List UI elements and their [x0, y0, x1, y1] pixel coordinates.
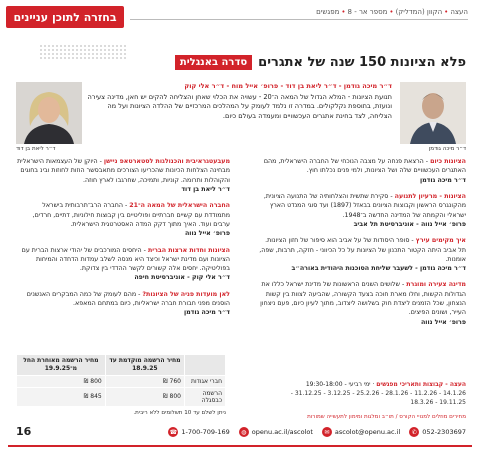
breadcrumb-item: העצה	[450, 8, 468, 16]
lecture-title: הציונות כיום	[430, 158, 466, 165]
email-address: ascolot@openu.ac.il	[334, 428, 401, 436]
dot	[88, 53, 90, 55]
lecture-text: - היחסים המורכבים של יהודי ארצות הברית עם הציונות ועם מדינת ישראל וכיצד היא מנסה לשלב עמדות הדחדה והמיחות בפוליטיקה. יחסים אלה קשורים לקשר ההדדי בין צדוקת.	[21, 246, 230, 273]
lecture-item	[16, 246, 230, 283]
dot	[84, 45, 86, 47]
phone-icon: ☎	[169, 428, 178, 436]
dot	[108, 49, 110, 51]
dot	[48, 57, 50, 59]
dot	[124, 45, 126, 47]
lecture-lecturer: ד״ר מיכה גודמן	[183, 309, 230, 317]
breadcrumb-item: הקוון (המדליק)	[395, 8, 443, 16]
dot	[104, 49, 106, 51]
whatsapp-icon: ✆	[409, 427, 419, 437]
dot	[116, 57, 118, 59]
dot	[84, 49, 86, 51]
schedule-label: העצה - קבוצות ותאריכי מפגשים	[376, 381, 466, 388]
dot	[48, 45, 50, 47]
lecture-title: מדינה צעירה ומוגרת	[406, 281, 466, 289]
dot	[96, 53, 98, 55]
title-row	[175, 55, 466, 70]
dot	[52, 49, 54, 51]
lecture-item	[256, 236, 466, 273]
dot	[52, 45, 54, 47]
photo-caption-right: ד״ר מיכה גודמן	[428, 146, 466, 152]
dot	[80, 45, 82, 47]
dot	[96, 57, 98, 59]
dot	[60, 57, 62, 59]
schedule-time: ימי רביעי - 19:30-18:00	[305, 381, 371, 388]
photo-caption-left: ד״ר ליאת בן דוד	[16, 146, 56, 152]
back-to-toc-button[interactable]: בחזרה לתוכן עניינים	[6, 6, 124, 28]
dot	[56, 45, 58, 47]
dot	[44, 45, 46, 47]
mail-icon: ✉	[322, 427, 332, 437]
dot	[56, 49, 58, 51]
price-cell: 800 ₪	[17, 375, 106, 387]
lecture-text: - היוקן של העצמאות הישראלית מבחינה הצלחות הכיונות שהכריעו הצורכים מתאבסשר הוזות לחוזות ובינ בחוגים והקוהלות ותרומה. קוניות, ותמיכה, שחרגבו לארץ חוזה.	[17, 158, 230, 184]
lecture-text: - מהם לעומק של כמה המבקרים האנשנים הוסנים מפני חבורת חברה ישראליות, כיום במתחם המאפא.	[26, 290, 230, 308]
lecture-item	[16, 290, 230, 318]
lecture-title: לאן מועדות פניה של הציונות?	[142, 290, 230, 298]
dot	[76, 53, 78, 55]
price-table-header	[17, 355, 226, 376]
series-tag: סדרה באנגלית	[175, 55, 252, 70]
dot	[80, 57, 82, 59]
lecture-title: הציונות - מרעיון לתנועה	[394, 192, 466, 200]
lecture-text: - סופר היסודות של על אביב הוא סיפור של חזון הציונות. תל אביב היתה הקטור התכנון של הציונות על כל הכיווני - חזקה, תרבות, שפה, אומנות.	[259, 237, 466, 263]
dot	[80, 49, 82, 51]
dot	[68, 45, 70, 47]
dot	[40, 57, 42, 59]
dot	[96, 45, 98, 47]
dot	[76, 49, 78, 51]
header-divider	[130, 19, 468, 20]
dot	[120, 53, 122, 55]
price-note: ניתן לשלם עד 10 תשלומים ללא ריבית.	[133, 410, 226, 416]
lecture-text: - החברה הרב־תרבותית בישראל מתמודדת עם קשיים חברתיים ופוליטיים בין קבוצות חילוניות, דתיים, חרדים, ערבים ועוד. האיך מתוך דקק המדה האסטרטגית הישראלית.	[32, 202, 230, 228]
dot	[96, 49, 98, 51]
page-title: פלא הציונות 150 שנה של אתגרים	[258, 55, 466, 70]
breadcrumb-separator: •	[389, 8, 394, 16]
dot	[112, 53, 114, 55]
dot	[64, 53, 66, 55]
dot	[72, 57, 74, 59]
dot	[40, 45, 42, 47]
page-number: 16	[16, 425, 32, 438]
price-header-cell	[184, 355, 225, 376]
breadcrumb-item: מפגשים	[316, 8, 340, 16]
lecture-title: החברה הישראלית של המאה ה־21	[129, 202, 230, 210]
dot	[124, 57, 126, 59]
breadcrumb	[316, 8, 468, 16]
dot	[108, 53, 110, 55]
dot	[104, 57, 106, 59]
dot	[64, 57, 66, 59]
phone-number: 1-700-709-169	[181, 428, 230, 436]
dot	[44, 49, 46, 51]
breadcrumb-item: מספר אר - 8	[347, 8, 388, 16]
dot	[108, 57, 110, 59]
lecture-lecturer: פרופ׳ אייל נווה - אוניברסיטת תל אביב	[353, 220, 466, 228]
dot	[56, 57, 58, 59]
dot	[108, 45, 110, 47]
dot	[100, 45, 102, 47]
dot	[104, 45, 106, 47]
price-header-cell: מחיר הרשמה מוקדמת עד 18.9.25	[105, 355, 184, 376]
lecture-item	[256, 192, 466, 229]
lecturer-photo-left	[16, 82, 82, 144]
dot	[52, 57, 54, 59]
dot	[120, 49, 122, 51]
dot	[88, 49, 90, 51]
woman-portrait-icon	[16, 82, 82, 144]
dot	[100, 53, 102, 55]
lecture-text: - סקירת שתשית והצלחותיה של התנועה הציונית, מהקונגרס הראשון וקבוצות הציונים בבאזל (1897) ועד סוגי המנדט הארץ ישראלי והקמתה של המדינה החדשה ב־1948.	[263, 192, 466, 219]
dot	[120, 57, 122, 59]
breadcrumb-separator: •	[341, 8, 346, 16]
lecture-item	[16, 201, 230, 238]
price-cell: 800 ₪	[105, 387, 184, 406]
lecture-lecturer: ד״ר מיכה גודמן - לשעבר שליחת הסוכנות היהודית באורה״ב	[291, 265, 466, 273]
dot	[44, 53, 46, 55]
lectures-column-left	[16, 157, 230, 325]
dot	[104, 53, 106, 55]
dot	[112, 45, 114, 47]
dot	[124, 53, 126, 55]
dot	[60, 45, 62, 47]
dot	[124, 49, 126, 51]
dot	[92, 45, 94, 47]
website-link[interactable]	[239, 427, 313, 437]
dot	[120, 45, 122, 47]
dot	[48, 53, 50, 55]
dot	[100, 49, 102, 51]
dot	[88, 45, 90, 47]
lecture-lecturer: פרופ׳ אייל נווה	[184, 230, 230, 238]
price-table	[16, 354, 226, 407]
table-row	[17, 375, 226, 387]
lecture-text: - הרצאת פנחה על מצבה הנוכחי של החברה הישראלית, מהם האתגרים העכשוויים שלה ושל הציונות, ולמי פנים נכלתו חוץ.	[263, 158, 466, 175]
dot	[76, 57, 78, 59]
dot	[60, 53, 62, 55]
dot	[68, 53, 70, 55]
dot	[84, 53, 86, 55]
footer-rule	[8, 445, 472, 447]
globe-icon: ◍	[239, 427, 249, 437]
lecture-title: הציונות וחדות ארצות הברית	[147, 246, 230, 254]
price-cell: 760 ₪	[105, 375, 184, 387]
dot	[116, 49, 118, 51]
dot	[68, 57, 70, 59]
dot	[40, 53, 42, 55]
dot	[112, 57, 114, 59]
lecture-lecturer: ד״ר ליאת בן דוד	[181, 185, 230, 193]
dot	[92, 49, 94, 51]
man-portrait-icon	[400, 82, 466, 144]
schedule-dates: 14.1.26 - 11.2.26 - 28.1.26 - 25.2.26 - 3.12.25 - 31.12.25 - 19.11.25 - 18.3.26	[290, 390, 466, 406]
schedule-box: העצה - קבוצות ותאריכי מפגשים · ימי רביעי - 19:30-18:00 14.1.26 - 11.2.26 - 28.1.26 - 25.2.26 - 3.12.25 - 31.12.25 - 19.11.25 - 18.3.26	[266, 380, 466, 407]
lecture-item	[16, 157, 230, 194]
dot	[60, 49, 62, 51]
dot	[68, 49, 70, 51]
dot	[92, 57, 94, 59]
dot	[64, 49, 66, 51]
dot	[80, 53, 82, 55]
dot	[116, 53, 118, 55]
dot	[72, 53, 74, 55]
dot	[52, 53, 54, 55]
dot	[40, 49, 42, 51]
dot	[72, 49, 74, 51]
price-cell: 845 ₪	[17, 387, 106, 406]
decorative-dots	[40, 45, 130, 61]
footer-note: מחירים מוזלים למנויי הקורס / תו״ב ומלגות ומימון לתעשייה שמורות	[307, 414, 466, 420]
dot	[72, 45, 74, 47]
price-header-cell: מחיר הרשמה מאוחרת החל מ־19.9.25	[17, 355, 106, 376]
lecturer-photo-right	[400, 82, 466, 144]
breadcrumb-separator: •	[444, 8, 449, 16]
lecture-item	[256, 280, 466, 327]
dot	[44, 57, 46, 59]
phone-contact[interactable]	[168, 427, 229, 437]
series-description: תנועת הציונות - המלא הגדול של המאה ה־20 - עשויה את הכלוי שאחן והצליחה להקים יש חאן, מדינה צעירה ונועזת, בתוספת נקלקולים. במדרה זו נלמד לעומק על המהלכים המרכזיים של ההלדה הציונות ועל מה הצליחה, לצד בחינת אתגרים העכשוויים ומעמדה בעולם כיום.	[87, 92, 392, 120]
lecture-text: - שלושים השנים הראשונות של מדינת ישראל כללו את הגדולות הקשות, וחלו מארת חוכה בצעד הקשורה, שהביעה לצוות בין קשות הנצחון, שכל הזמנים ליצדת חוק בשלושה ליצדוב, מתוך לעיון כיום, פעם ניצחון העייר, ושונים הפיצים.	[260, 281, 466, 317]
dot	[92, 53, 94, 55]
lecturers-names: ד״ר מיכה גודמן - ד״ר ליאת בן דוד - פרופ׳ אייל מוח - ד״ר אלי קוק	[184, 82, 392, 90]
lecture-lecturer: פרופ׳ אייל נווה	[420, 318, 466, 326]
dot	[48, 49, 50, 51]
contact-bar	[0, 424, 480, 440]
lecture-item	[256, 157, 466, 185]
dot	[56, 53, 58, 55]
dot	[84, 57, 86, 59]
lecture-title: איך מקימים עירץ	[415, 237, 466, 245]
lecture-lecturer: ד״ר אלי קוק - אוניברסיטת חיפה	[134, 274, 230, 282]
dot	[64, 45, 66, 47]
price-cell: הרשמה כבסגלה	[184, 387, 225, 406]
dot	[100, 57, 102, 59]
dot	[88, 57, 90, 59]
dot	[116, 45, 118, 47]
lecture-title: מעבעטגראיבית והכנולגות לסטארטאפ ניישן	[103, 158, 230, 165]
table-row	[17, 387, 226, 406]
website-url: openu.ac.il/ascolot	[251, 428, 313, 436]
price-cell: חברי אגודות	[184, 375, 225, 387]
series-intro	[86, 82, 392, 121]
dot	[112, 49, 114, 51]
email-link[interactable]	[322, 427, 400, 437]
dot	[76, 45, 78, 47]
lectures-column-right	[256, 157, 466, 334]
whatsapp-number: 052-2303697	[422, 428, 466, 436]
lecture-lecturer: ד״ר מיכה גודמן	[419, 176, 466, 184]
whatsapp-contact[interactable]	[409, 427, 466, 437]
